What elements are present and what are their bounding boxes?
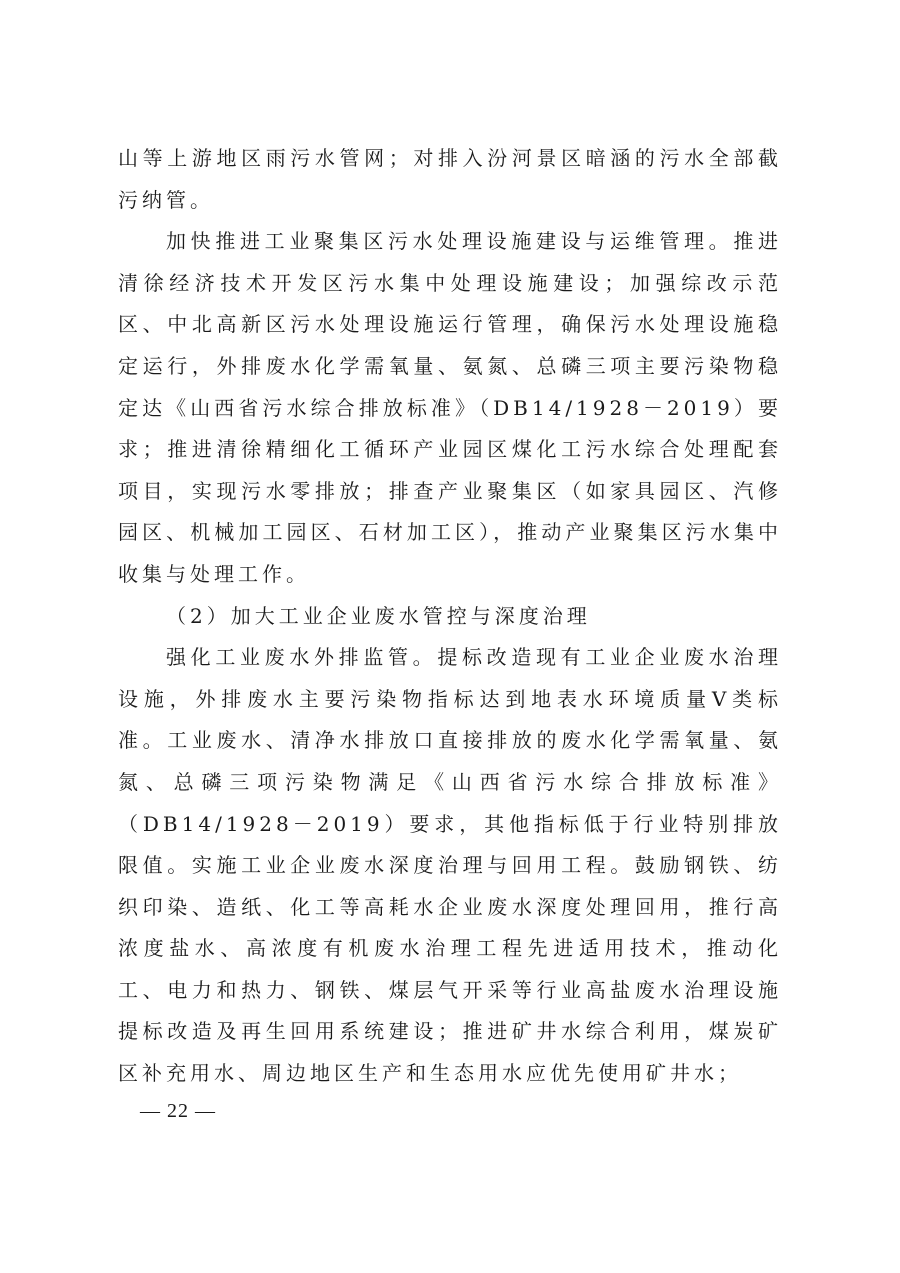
body-text	[118, 138, 782, 1095]
section-heading: （2）加大工业企业废水管控与深度治理	[166, 603, 591, 628]
page-number: — 22 —	[140, 1100, 216, 1122]
paragraph-industrial-zones: 加快推进工业聚集区污水处理设施建设与运维管理。推进清徐经济技术开发区污水集中处理设施建设；加强综改示范区、中北高新区污水处理设施运行管理，确保污水处理设施稳定运行，外排废水化学需氧量、氨氮、总磷三项主要污染物稳定达《山西省污水综合排放标准》（DB14/1928－2019）要求；推进清徐精细化工循环产业园区煤化工污水综合处理配套项目，实现污水零排放；排查产业聚集区（如家具园区、汽修园区、机械加工园区、石材加工区），推动产业聚集区污水集中收集与处理工作。	[118, 229, 782, 586]
paragraph-wastewater-control: 强化工业废水外排监管。提标改造现有工业企业废水治理设施，外排废水主要污染物指标达到地表水环境质量Ⅴ类标准。工业废水、清净水排放口直接排放的废水化学需氧量、氨氮、总磷三项污染物满足《山西省污水综合排放标准》（DB14/1928－2019）要求，其他指标低于行业特别排放限值。实施工业企业废水深度治理与回用工程。鼓励钢铁、纺织印染、造纸、化工等高耗水企业废水深度处理回用，推行高浓度盐水、高浓度有机废水治理工程先进适用技术，推动化工、电力和热力、钢铁、煤层气开采等行业高盐废水治理设施提标改造及再生回用系统建设；推进矿井水综合利用，煤炭矿区补充用水、周边地区生产和生态用水应优先使用矿井水；	[118, 645, 782, 1086]
paragraph-continuation: 山等上游地区雨污水管网；对排入汾河景区暗涵的污水全部截污纳管。	[118, 146, 782, 212]
